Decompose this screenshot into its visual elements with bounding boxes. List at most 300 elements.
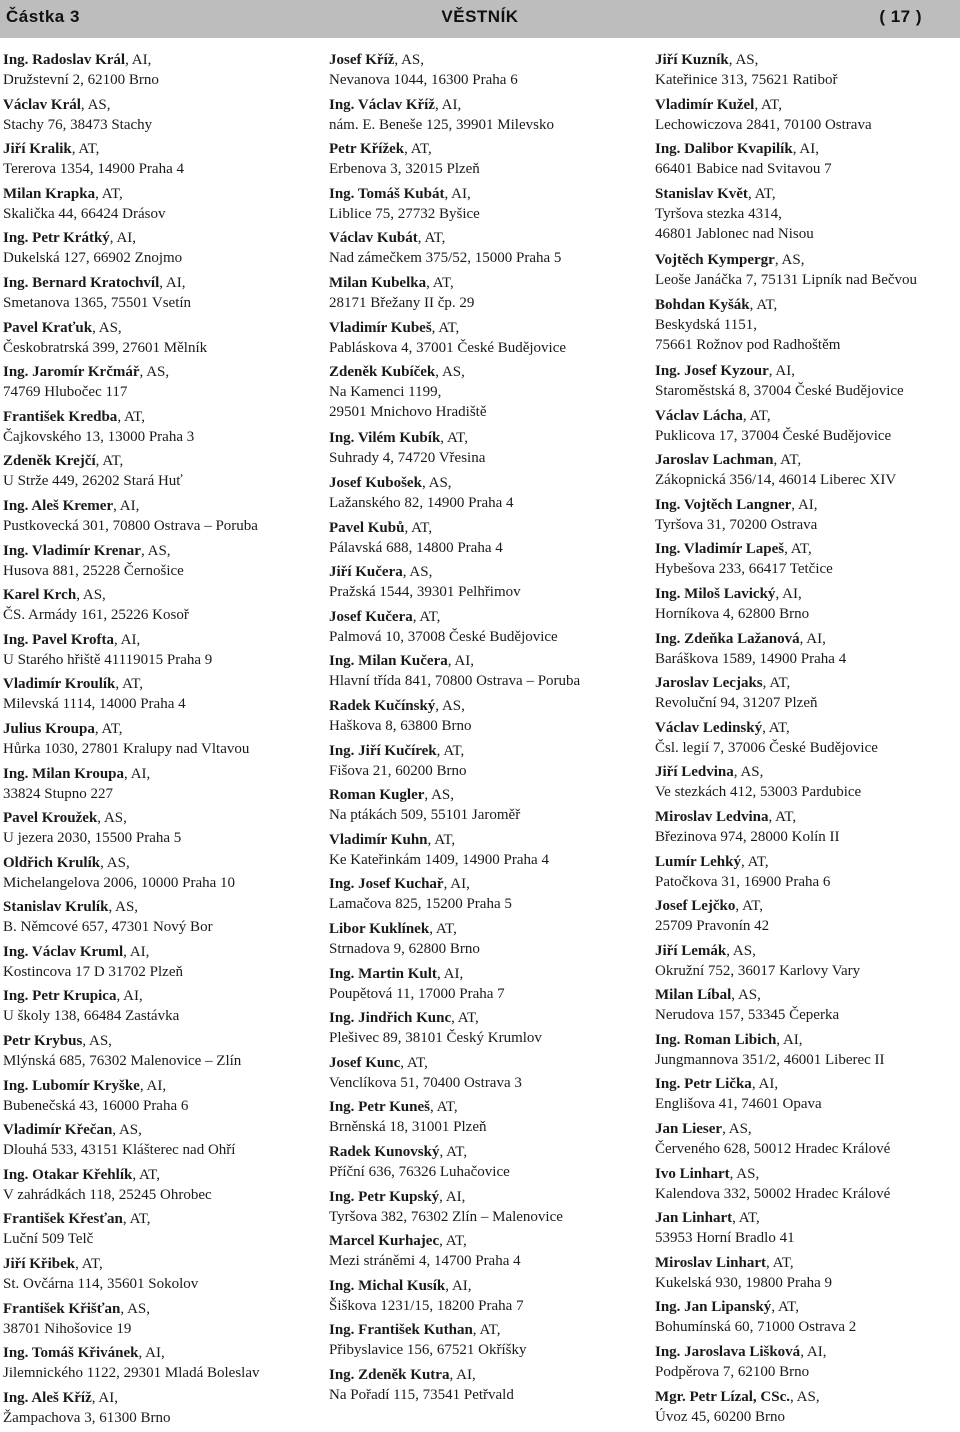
person-name: Stanislav Květ <box>655 185 748 202</box>
list-item <box>329 874 639 919</box>
authorization-category: , AI, <box>113 497 140 514</box>
list-item <box>329 785 639 830</box>
address-line: Úvoz 45, 60200 Brno <box>655 1408 785 1425</box>
list-item <box>655 1342 960 1387</box>
person-name: Josef Kubošek <box>329 475 422 492</box>
entry-heading <box>655 584 960 604</box>
person-name: Ing. Josef Kuchař <box>329 876 444 893</box>
address-line: Husova 881, 25228 Černošice <box>3 562 184 579</box>
address-line: Příční 636, 76326 Luhačovice <box>329 1163 510 1180</box>
person-name: Ivo Linhart <box>655 1165 730 1182</box>
authorization-category: , AT, <box>742 407 771 424</box>
authorization-category: , AS, <box>728 52 759 68</box>
page-number: ( 17 ) <box>879 7 922 26</box>
list-item <box>655 941 960 986</box>
address-line: Na ptákách 509, 55101 Jaroměř <box>329 807 521 824</box>
authorization-category: , AS, <box>402 564 433 581</box>
authorization-category: , AT, <box>412 608 441 625</box>
entry-heading <box>329 1231 639 1251</box>
entry-heading <box>329 874 639 894</box>
authorization-category: , AT, <box>427 831 456 848</box>
authorization-category: , AS, <box>139 364 170 381</box>
entry-heading <box>655 673 960 693</box>
authorization-category: , AI, <box>444 185 471 202</box>
person-name: Milan Krapka <box>3 185 96 202</box>
authorization-category: , AS, <box>76 587 106 604</box>
entry-heading <box>3 1031 313 1051</box>
address-line: Hlavní třída 841, 70800 Ostrava – Poruba <box>329 673 581 690</box>
address-line: Venclíkova 51, 70400 Ostrava 3 <box>329 1074 522 1091</box>
authorization-category: , AI, <box>436 965 464 982</box>
column-3 <box>655 50 960 1431</box>
person-name: Ing. Jan Lipanský <box>655 1299 772 1316</box>
entry-heading <box>655 1074 960 1094</box>
address-line: Březinova 974, 28000 Kolín II <box>655 828 840 845</box>
person-name: Petr Křížek <box>329 141 405 158</box>
list-item <box>329 919 639 964</box>
address-line: 38701 Nihošovice 19 <box>3 1320 132 1337</box>
entry-heading <box>3 541 313 561</box>
entry-heading <box>3 1254 313 1274</box>
address-line: Skalička 44, 66424 Drásov <box>3 205 166 222</box>
authorization-category: , AS, <box>731 987 761 1004</box>
list-item <box>3 1343 313 1388</box>
entry-heading <box>655 184 960 204</box>
entry-heading <box>329 1320 639 1340</box>
address-line: Baráškova 1589, 14900 Praha 4 <box>655 650 847 667</box>
person-name: Ing. Miloš Lavický <box>655 585 776 602</box>
person-name: Ing. Petr Lička <box>655 1076 752 1093</box>
person-name: Pavel Kubů <box>329 519 405 536</box>
list-item <box>3 318 313 363</box>
address-line: Zákopnická 356/14, 46014 Liberec XIV <box>655 472 897 489</box>
address-line: Stachy 76, 38473 Stachy <box>3 116 153 133</box>
authorization-category: , AS, <box>120 1300 151 1317</box>
entry-heading <box>655 852 960 872</box>
address-line: Dlouhá 533, 43151 Klášterec nad Ohří <box>3 1142 236 1159</box>
address-line: Hůrka 1030, 27801 Kralupy nad Vltavou <box>3 740 250 757</box>
list-item <box>3 764 313 809</box>
person-name: Oldřich Krulík <box>3 854 101 871</box>
address-line: Žampachova 3, 61300 Brno <box>3 1409 171 1426</box>
authorization-category: , AT, <box>439 1143 468 1160</box>
authorization-category: , AT, <box>773 452 802 469</box>
authorization-category: , AS, <box>82 1033 112 1050</box>
list-item <box>3 585 313 630</box>
address-line: 46801 Jablonec nad Nisou <box>655 225 814 242</box>
authorization-category: , AT, <box>404 519 433 536</box>
entry-heading <box>655 250 960 270</box>
person-name: Václav Král <box>3 96 81 113</box>
entry-heading <box>3 1299 313 1319</box>
address-line: Ke Kateřinkám 1409, 14900 Praha 4 <box>329 851 549 868</box>
address-line: Českobratrská 399, 27601 Mělník <box>3 339 208 356</box>
list-item <box>329 741 639 786</box>
person-name: Ing. Bernard Kratochvíl <box>3 274 160 291</box>
entry-heading <box>3 585 313 605</box>
list-item <box>655 1030 960 1075</box>
address-line: Luční 509 Telč <box>3 1231 94 1248</box>
list-item <box>329 50 639 95</box>
entry-heading <box>3 1076 313 1096</box>
address-line: Patočkova 31, 16900 Praha 6 <box>655 873 831 890</box>
list-item <box>655 406 960 451</box>
address-line: Leoše Janáčka 7, 75131 Lipník nad Bečvou <box>655 272 918 289</box>
entry-heading <box>329 1053 639 1073</box>
entry-heading <box>3 764 313 784</box>
entry-heading <box>655 985 960 1005</box>
list-item <box>655 985 960 1030</box>
address-line: 33824 Stupno 227 <box>3 785 114 802</box>
person-name: Vladimír Kroulík <box>3 676 116 693</box>
address-line: Podpěrova 7, 62100 Brno <box>655 1364 810 1381</box>
person-name: Milan Kubelka <box>329 274 427 291</box>
authorization-category: , AS, <box>726 942 756 959</box>
entry-heading <box>3 986 313 1006</box>
authorization-category: , AT, <box>762 675 791 692</box>
entry-heading <box>3 362 313 382</box>
authorization-category: , AT, <box>754 96 782 113</box>
authorization-category: , AT, <box>768 808 797 825</box>
entry-heading <box>3 1343 313 1363</box>
address-line: Pražská 1544, 39301 Pelhřimov <box>329 584 521 601</box>
person-name: Zdeněk Krejčí <box>3 453 96 470</box>
entry-heading <box>329 50 639 70</box>
list-item <box>3 273 313 318</box>
address-line: 28171 Břežany II čp. 29 <box>329 294 475 311</box>
address-line: Beskydská 1151, <box>655 316 757 333</box>
entry-heading <box>3 496 313 516</box>
entry-heading <box>3 407 313 427</box>
entry-heading <box>3 184 313 204</box>
authorization-category: , AI, <box>439 1188 466 1205</box>
list-item <box>3 674 313 719</box>
person-name: Radek Kučínský <box>329 698 436 715</box>
list-item <box>329 696 639 741</box>
person-name: Roman Kugler <box>329 787 425 804</box>
list-item <box>329 184 639 229</box>
entry-heading <box>329 1365 639 1385</box>
address-line: U Starého hřiště 41119015 Praha 9 <box>3 651 213 668</box>
address-line: Staroměstská 8, 37004 České Budějovice <box>655 382 904 399</box>
person-name: Ing. Jaromír Krčmář <box>3 364 140 381</box>
authorization-category: , AI, <box>125 52 152 68</box>
entry-heading <box>329 1008 639 1028</box>
address-line: Haškova 8, 63800 Brno <box>329 718 472 735</box>
person-name: Vladimír Křečan <box>3 1122 113 1139</box>
list-item <box>655 1253 960 1298</box>
address-line: Liblice 75, 27732 Byšice <box>329 205 480 222</box>
page-header <box>0 0 960 38</box>
authorization-category: , AI, <box>800 1344 827 1361</box>
list-item <box>655 50 960 95</box>
address-line: Kalendova 332, 50002 Hradec Králové <box>655 1185 891 1202</box>
address-line: Kukelská 930, 19800 Praha 9 <box>655 1274 833 1291</box>
entry-heading <box>3 95 313 115</box>
entry-heading <box>329 830 639 850</box>
person-name: Ing. Petr Kuneš <box>329 1099 430 1116</box>
address-line: 74769 Hlubočec 117 <box>3 384 128 401</box>
person-name: František Křesťan <box>3 1211 123 1228</box>
entry-heading <box>3 630 313 650</box>
entry-heading <box>655 139 960 159</box>
authorization-category: , AT, <box>749 296 778 313</box>
address-line: 75661 Rožnov pod Radhoštěm <box>655 336 841 353</box>
entry-heading <box>3 853 313 873</box>
entry-heading <box>655 718 960 738</box>
address-line: 29501 Mnichovo Hradiště <box>329 404 487 421</box>
authorization-category: , AS, <box>92 319 122 336</box>
person-name: Mgr. Petr Lízal, CSc. <box>655 1388 790 1405</box>
authorization-category: , AT, <box>439 1233 467 1250</box>
entry-heading <box>329 1142 639 1162</box>
authorization-category: , AT, <box>741 853 769 870</box>
authorization-category: , AI, <box>109 230 137 247</box>
list-item <box>329 1231 639 1276</box>
list-item <box>655 539 960 584</box>
list-item <box>655 250 960 295</box>
authorization-category: , AT, <box>95 453 124 470</box>
address-line: Pustkovecká 301, 70800 Ostrava – Poruba <box>3 517 258 534</box>
entry-heading <box>329 741 639 761</box>
list-item <box>3 139 313 184</box>
entry-heading <box>655 807 960 827</box>
list-item <box>3 630 313 675</box>
authorization-category: , AT, <box>440 430 468 447</box>
authorization-category: , AS, <box>435 364 465 381</box>
list-item <box>3 95 313 140</box>
person-name: Josef Lejčko <box>655 898 736 915</box>
address-line: Plešivec 89, 38101 Český Krumlov <box>329 1030 542 1047</box>
entry-heading <box>3 139 313 159</box>
address-line: Milevská 1114, 14000 Praha 4 <box>3 696 186 713</box>
list-item <box>3 942 313 987</box>
issue-part: Částka 3 <box>6 7 80 26</box>
authorization-category: , AS, <box>722 1121 752 1138</box>
authorization-category: , AS, <box>435 698 465 715</box>
address-line: Bohumínská 60, 71000 Ostrava 2 <box>655 1319 857 1336</box>
entry-heading <box>329 785 639 805</box>
list-item <box>329 651 639 696</box>
entry-heading <box>329 95 639 115</box>
address-line: Horníkova 4, 62800 Brno <box>655 605 810 622</box>
list-item <box>3 1076 313 1121</box>
person-name: Ing. Jaroslava Lišková <box>655 1344 801 1361</box>
address-line: Kostincova 17 D 31702 Plzeň <box>3 963 183 980</box>
person-name: Ing. Vojtěch Langner <box>655 496 792 513</box>
authorization-category: , AT, <box>400 1054 428 1071</box>
list-item <box>655 896 960 941</box>
person-name: Milan Líbal <box>655 987 732 1004</box>
authorization-category: , AT, <box>747 185 776 202</box>
list-item <box>3 853 313 898</box>
person-name: Jiří Kučera <box>329 564 403 581</box>
list-item <box>329 95 639 140</box>
list-item <box>3 50 313 95</box>
authorization-category: , AS, <box>97 810 127 827</box>
person-name: František Kredba <box>3 408 118 425</box>
list-item <box>655 762 960 807</box>
person-name: Ing. Milan Kučera <box>329 653 448 670</box>
authorization-category: , AT, <box>784 541 812 558</box>
authorization-category: , AT, <box>115 676 144 693</box>
authorization-category: , AT, <box>75 1256 103 1273</box>
authorization-category: , AT, <box>771 1299 799 1316</box>
entry-heading <box>655 1208 960 1228</box>
list-item <box>655 139 960 184</box>
list-item <box>3 808 313 853</box>
list-item <box>329 1276 639 1321</box>
address-line: U školy 138, 66484 Zastávka <box>3 1008 180 1025</box>
person-name: Vladimír Kužel <box>655 96 755 113</box>
list-item <box>329 562 639 607</box>
list-item <box>329 473 639 518</box>
address-line: Lamačova 825, 15200 Praha 5 <box>329 896 512 913</box>
person-name: Jiří Lemák <box>655 942 727 959</box>
list-item <box>3 986 313 1031</box>
entry-heading <box>655 495 960 515</box>
list-item <box>655 852 960 897</box>
address-line: Družstevní 2, 62100 Brno <box>3 72 159 88</box>
address-line: Erbenova 3, 32015 Plzeň <box>329 161 480 178</box>
authorization-category: , AI, <box>138 1345 165 1362</box>
authorization-category: , AT, <box>71 141 100 158</box>
list-item <box>655 295 960 361</box>
list-item <box>329 428 639 473</box>
list-item <box>329 1053 639 1098</box>
list-item <box>3 541 313 586</box>
address-line: Nevanova 1044, 16300 Praha 6 <box>329 72 518 88</box>
person-name: Ing. Martin Kult <box>329 965 437 982</box>
entry-heading <box>329 919 639 939</box>
person-name: Stanislav Krulík <box>3 899 109 916</box>
list-item <box>655 184 960 250</box>
entry-heading <box>329 1097 639 1117</box>
person-name: Ing. Petr Kupský <box>329 1188 440 1205</box>
list-item <box>329 1187 639 1232</box>
person-name: Ing. Václav Kříž <box>329 96 435 113</box>
authorization-category: , AI, <box>113 631 141 648</box>
person-name: Jiří Ledvina <box>655 764 734 781</box>
list-item <box>3 451 313 496</box>
address-line: Dukelská 127, 66902 Znojmo <box>3 250 183 267</box>
entry-heading <box>655 95 960 115</box>
list-item <box>655 1119 960 1164</box>
address-line: nám. E. Beneše 125, 39901 Milevsko <box>329 116 554 133</box>
person-name: Ing. Dalibor Kvapilík <box>655 141 793 158</box>
entry-heading <box>655 1164 960 1184</box>
address-line: 53953 Horní Bradlo 41 <box>655 1230 795 1247</box>
authorization-category: , AT, <box>426 274 454 291</box>
entry-heading <box>3 1209 313 1229</box>
address-line: Bubenečská 43, 16000 Praha 6 <box>3 1097 189 1114</box>
list-item <box>655 1164 960 1209</box>
authorization-category: , AS, <box>729 1165 760 1182</box>
authorization-category: , AT, <box>417 230 446 247</box>
authorization-category: , AS, <box>108 899 139 916</box>
authorization-category: , AS, <box>733 764 764 781</box>
person-name: Jiří Kuzník <box>655 52 729 68</box>
entry-heading <box>655 896 960 916</box>
list-item <box>3 1120 313 1165</box>
address-line: Lechowiczova 2841, 70100 Ostrava <box>655 116 872 133</box>
person-name: Vojtěch Kympergr <box>655 252 775 269</box>
address-line: St. Ovčárna 114, 35601 Sokolov <box>3 1276 199 1293</box>
list-item <box>3 1299 313 1344</box>
entry-heading <box>655 361 960 381</box>
person-name: Ing. Vladimír Lapeš <box>655 541 785 558</box>
authorization-category: , AI, <box>443 876 470 893</box>
person-name: Jaroslav Lecjaks <box>655 675 763 692</box>
list-item <box>329 318 639 363</box>
list-item <box>329 1142 639 1187</box>
address-line: Jilemnického 1122, 29301 Mladá Boleslav <box>3 1365 260 1382</box>
authorization-category: , AT, <box>762 719 790 736</box>
entry-heading <box>655 762 960 782</box>
person-name: Josef Kříž <box>329 52 395 68</box>
address-line: Nerudova 157, 53345 Čeperka <box>655 1007 840 1024</box>
authorization-category: , AI, <box>159 274 186 291</box>
entry-heading <box>3 942 313 962</box>
authorization-category: , AT, <box>732 1210 760 1227</box>
person-name: Ing. Aleš Kříž <box>3 1389 92 1406</box>
entry-heading <box>655 1253 960 1273</box>
list-item <box>655 495 960 540</box>
person-name: Ing. Vilém Kubík <box>329 430 441 447</box>
entry-heading <box>3 273 313 293</box>
address-line: Pálavská 688, 14800 Praha 4 <box>329 539 503 556</box>
list-item <box>3 897 313 942</box>
person-name: Ing. Jiří Kučírek <box>329 742 437 759</box>
entry-heading <box>655 629 960 649</box>
authorization-category: , AI, <box>91 1389 118 1406</box>
address-line: Mezi stráněmi 4, 14700 Praha 4 <box>329 1253 521 1270</box>
person-name: Pavel Kroužek <box>3 810 98 827</box>
address-line: U jezera 2030, 15500 Praha 5 <box>3 830 182 847</box>
entry-heading <box>3 1120 313 1140</box>
list-item <box>3 228 313 273</box>
authorization-category: , AS, <box>140 542 171 559</box>
address-line: Hybešova 233, 66417 Tetčice <box>655 561 833 578</box>
authorization-category: , AI, <box>445 1277 472 1294</box>
list-item <box>329 964 639 1009</box>
entry-heading <box>655 406 960 426</box>
authorization-category: , AI, <box>768 362 795 379</box>
entry-heading <box>655 450 960 470</box>
address-line: Strnadova 9, 62800 Brno <box>329 940 480 957</box>
person-name: Jaroslav Lachman <box>655 452 774 469</box>
address-line: Smetanova 1365, 75501 Vsetín <box>3 294 192 311</box>
entry-heading <box>3 1165 313 1185</box>
address-line: Ve stezkách 412, 53003 Pardubice <box>655 784 862 801</box>
entry-heading <box>329 651 639 671</box>
entry-heading <box>329 607 639 627</box>
list-item <box>655 361 960 406</box>
person-name: Petr Krybus <box>3 1033 83 1050</box>
entry-heading <box>3 451 313 471</box>
entry-heading <box>655 1342 960 1362</box>
authorization-category: , AT, <box>431 319 460 336</box>
list-item <box>3 1254 313 1299</box>
entry-heading <box>655 941 960 961</box>
list-item <box>3 1031 313 1076</box>
address-line: Přibyslavice 156, 67521 Okříšky <box>329 1342 527 1359</box>
authorization-category: , AS, <box>100 854 130 871</box>
list-item <box>329 139 639 184</box>
entry-heading <box>3 50 313 70</box>
entry-heading <box>329 139 639 159</box>
list-item <box>329 1320 639 1365</box>
